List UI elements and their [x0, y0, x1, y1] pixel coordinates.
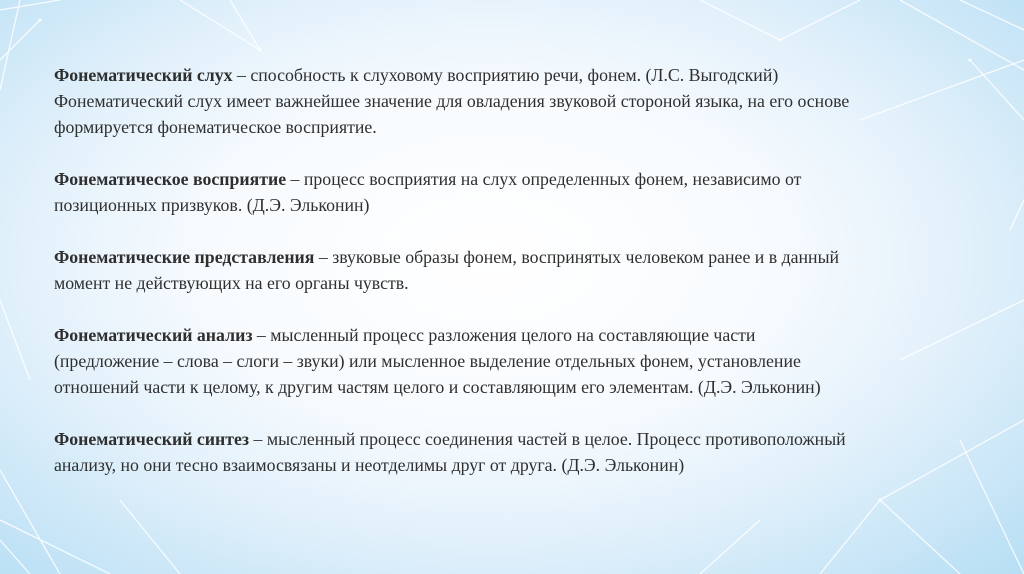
term-label: Фонематический слух [54, 65, 233, 85]
definition-line: – способность к слуховому восприятию речи, фонем. (Л.С. Выгодский) [232, 65, 779, 85]
definition-line: отношений части к целому, к другим частям целого и составляющим его элементам. (Д.Э. Эльконин) [54, 377, 821, 397]
term-label: Фонематические представления [54, 247, 315, 267]
definition-line: – звуковые образы фонем, воспринятых человеком ранее и в данный [314, 247, 840, 267]
definition-line: формируется фонематическое восприятие. [54, 117, 377, 137]
definition-line: момент не действующих на его органы чувств. [54, 273, 409, 293]
term-label: Фонематический синтез [54, 429, 250, 449]
slide-text [54, 62, 1004, 504]
definition-line: – мысленный процесс соединения частей в целое. Процесс противоположный [249, 429, 846, 449]
definition-line: (предложение – слова – слоги – звуки) или мысленное выделение отдельных фонем, установление [54, 351, 801, 371]
term-label: Фонематическое восприятие [54, 169, 287, 189]
paragraph-phonemic-hearing [54, 62, 1004, 140]
definition-line: – процесс восприятия на слух определенных фонем, независимо от [286, 169, 802, 189]
definition-line: позиционных призвуков. (Д.Э. Эльконин) [54, 195, 370, 215]
definition-line: Фонематический слух имеет важнейшее значение для овладения звуковой стороной языка, на его основе [54, 91, 850, 111]
paragraph-phonemic-perception [54, 166, 1004, 218]
term-label: Фонематический анализ [54, 325, 253, 345]
paragraph-phonemic-analysis [54, 322, 1004, 400]
paragraph-phonemic-synthesis [54, 426, 1004, 478]
definition-line: анализу, но они тесно взаимосвязаны и неотделимы друг от друга. (Д.Э. Эльконин) [54, 455, 685, 475]
definition-line: – мысленный процесс разложения целого на составляющие части [252, 325, 756, 345]
paragraph-phonemic-representations [54, 244, 1004, 296]
